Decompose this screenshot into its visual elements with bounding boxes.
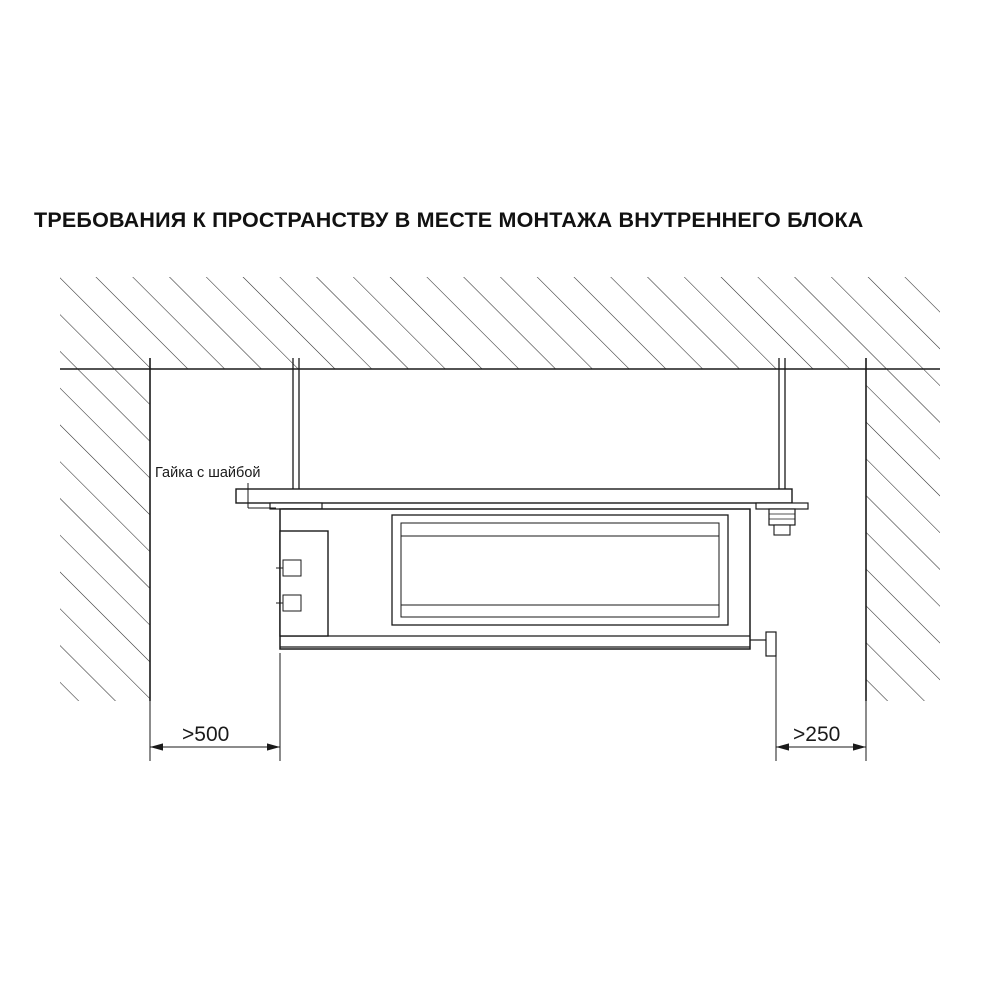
installation-clearance-figure [0,255,1000,775]
ceiling-panel [236,489,792,503]
heat-exchanger [392,515,728,625]
page-title: ТРЕБОВАНИЯ К ПРОСТРАНСТВУ В МЕСТЕ МОНТАЖА ВНУТРЕННЕГО БЛОКА [34,208,864,232]
suspension-rod-left [293,358,299,503]
dimension-line-right [776,656,866,761]
dimension-line-left [150,653,280,761]
right-clearance-label: >250 [793,723,841,746]
nut-with-washer-right [756,503,808,535]
left-wall-hatching [55,358,155,705]
right-wall-hatching [862,358,946,705]
ceiling-hatching [55,273,945,373]
suspension-rod-right [779,358,785,503]
nut-with-washer-label: Гайка с шайбой [155,465,261,481]
drain-pump-box [276,531,328,636]
right-bracket [750,632,776,656]
left-clearance-label: >500 [182,723,230,746]
